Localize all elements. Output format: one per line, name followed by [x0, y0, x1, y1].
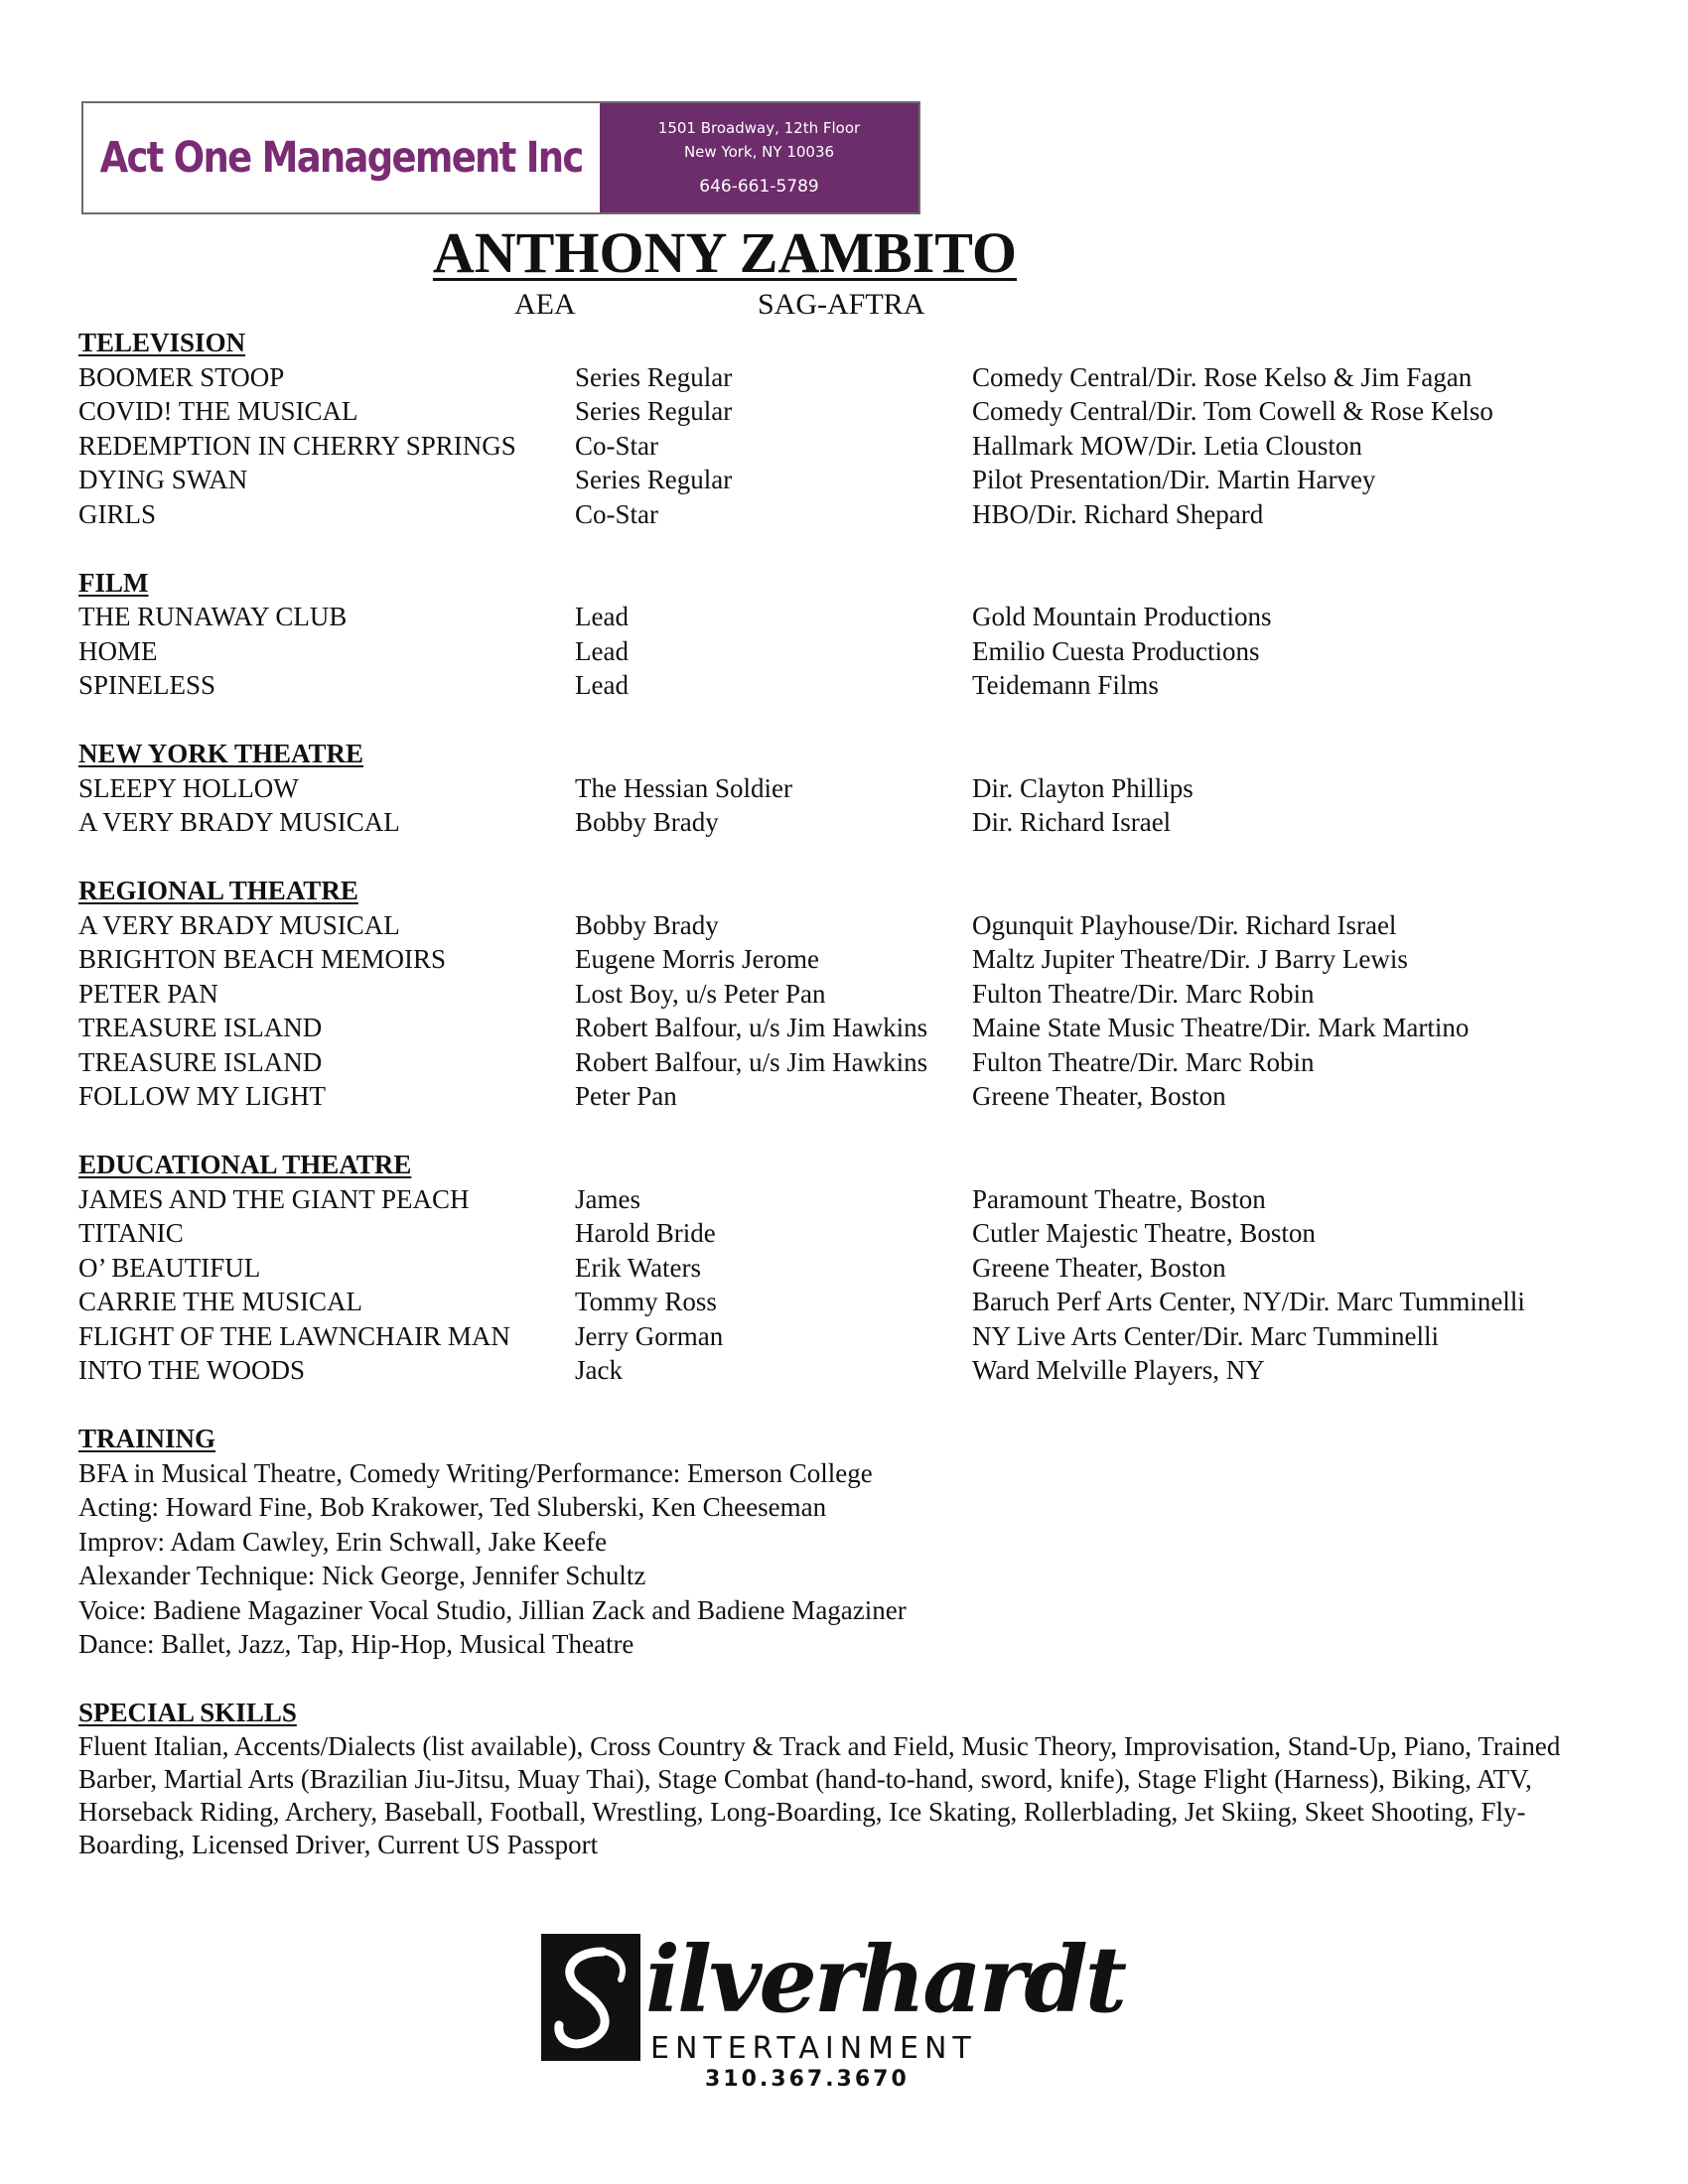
section-regional-theatre [78, 874, 1647, 1114]
credit-venue: Cutler Majestic Theatre, Boston [972, 1218, 1316, 1248]
credit-title: HOME [78, 635, 158, 666]
credit-venue: Emilio Cuesta Productions [972, 635, 1260, 666]
actor-name: ANTHONY ZAMBITO [432, 220, 1018, 285]
credit-venue: Greene Theater, Boston [972, 1252, 1226, 1283]
special-skills-text: Fluent Italian, Accents/Dialects (list available), Cross Country & Track and Field, Music Theory, Improvisation, Stand-Up, Piano, Trained Barber, Martial Arts (Brazilian Jiu-Jitsu, Muay Thai), Stage Combat (hand-to-hand, sword, knife), Stage Flight (Harness), Biking, ATV, Horseback Riding, Archery, Baseball, Football, Wrestling, Long-Boarding, Ice Skating, Rollerblading, Jet Skiing, Skeet Shooting, Fly-Boarding, Licensed Driver, Current US Passport [78, 1730, 1561, 1859]
section-educational-theatre [78, 1148, 1647, 1388]
silverhardt-logo [541, 1926, 1125, 2093]
credit-row [78, 634, 1647, 669]
section-spacer [78, 1114, 1647, 1149]
section-title: SPECIAL SKILLS [78, 1698, 297, 1727]
credit-title: SPINELESS [78, 670, 216, 700]
credit-role: Jack [575, 1355, 623, 1385]
credit-title: BRIGHTON BEACH MEMOIRS [78, 944, 447, 974]
credit-row [78, 771, 1647, 806]
credit-venue: Teidemann Films [972, 670, 1159, 700]
agency-logo: Act One Management Inc [99, 133, 584, 183]
section-title: FILM [78, 567, 149, 598]
credit-role: Lead [575, 635, 629, 666]
credit-title: TREASURE ISLAND [78, 1013, 323, 1042]
credit-row [78, 1045, 1647, 1080]
credit-title: A VERY BRADY MUSICAL [78, 807, 400, 837]
credit-row [78, 600, 1647, 634]
agency-banner [81, 101, 920, 214]
union-sag-aftra: SAG-AFTRA [758, 288, 925, 321]
section-spacer [78, 840, 1647, 875]
resume-content [78, 326, 1647, 1861]
credit-row [78, 1079, 1647, 1114]
credit-title: TREASURE ISLAND [78, 1046, 323, 1077]
credit-role: Co-Star [575, 430, 658, 461]
credit-venue: Maltz Jupiter Theatre/Dir. J Barry Lewis [972, 944, 1408, 974]
credit-row [78, 1182, 1647, 1217]
credit-title: INTO THE WOODS [78, 1355, 305, 1385]
agency-logo-panel [83, 103, 600, 212]
credit-venue: Baruch Perf Arts Center, NY/Dir. Marc Tumminelli [972, 1287, 1525, 1316]
section-title: EDUCATIONAL THEATRE [78, 1150, 412, 1179]
credit-venue: Fulton Theatre/Dir. Marc Robin [972, 978, 1315, 1009]
training-line: Improv: Adam Cawley, Erin Schwall, Jake Keefe [78, 1526, 608, 1557]
credit-title: GIRLS [78, 498, 157, 529]
training-line: Dance: Ballet, Jazz, Tap, Hip-Hop, Musical Theatre [78, 1629, 634, 1659]
credit-title: COVID! THE MUSICAL [78, 396, 358, 426]
section-spacer [78, 703, 1647, 738]
credit-row [78, 908, 1647, 943]
section-new-york-theatre [78, 737, 1647, 840]
credit-role: Bobby Brady [575, 909, 719, 940]
credit-title: JAMES AND THE GIANT PEACH [78, 1183, 470, 1214]
credit-venue: Ward Melville Players, NY [972, 1355, 1265, 1385]
credit-role: Lost Boy, u/s Peter Pan [575, 978, 826, 1009]
training-line: Voice: Badiene Magaziner Vocal Studio, Jillian Zack and Badiene Magaziner [78, 1594, 907, 1625]
credit-venue: Dir. Richard Israel [972, 807, 1172, 837]
credit-venue: NY Live Arts Center/Dir. Marc Tumminelli [972, 1320, 1439, 1351]
agency-address-line2: New York, NY 10036 [683, 143, 835, 161]
section-title: TELEVISION [78, 328, 246, 357]
credit-role: Lead [575, 670, 629, 700]
credit-venue: Hallmark MOW/Dir. Letia Clouston [972, 430, 1362, 461]
credit-role: James [575, 1183, 640, 1214]
silverhardt-phone: 310.367.3670 [705, 2067, 910, 2092]
section-title: NEW YORK THEATRE [78, 739, 364, 768]
section-television [78, 326, 1647, 531]
credit-role: Co-Star [575, 498, 658, 529]
credit-venue: HBO/Dir. Richard Shepard [972, 498, 1264, 529]
credit-row [78, 394, 1647, 429]
section-spacer [78, 1662, 1647, 1697]
credit-role: The Hessian Soldier [575, 772, 792, 803]
section-training [78, 1422, 1647, 1662]
credit-venue: Pilot Presentation/Dir. Martin Harvey [972, 465, 1376, 494]
credit-row [78, 1251, 1647, 1286]
training-line: Alexander Technique: Nick George, Jennifer Schultz [78, 1561, 646, 1590]
credit-title: PETER PAN [78, 978, 218, 1009]
credit-role: Erik Waters [575, 1252, 702, 1283]
silverhardt-subtitle: ENTERTAINMENT [650, 2031, 977, 2066]
credit-title: REDEMPTION IN CHERRY SPRINGS [78, 430, 516, 461]
credit-row [78, 463, 1647, 497]
credit-title: FLIGHT OF THE LAWNCHAIR MAN [78, 1320, 510, 1351]
union-aea: AEA [514, 288, 576, 321]
credit-role: Robert Balfour, u/s Jim Hawkins [575, 1013, 928, 1042]
credit-venue: Paramount Theatre, Boston [972, 1183, 1266, 1214]
credit-row [78, 942, 1647, 977]
agency-contact-panel [600, 103, 918, 212]
silverhardt-wordmark: ilverhardt [645, 1926, 1125, 2033]
credit-row [78, 977, 1647, 1012]
credit-role: Series Regular [575, 396, 733, 426]
credit-row [78, 1353, 1647, 1388]
credit-title: CARRIE THE MUSICAL [78, 1287, 363, 1316]
credit-row [78, 668, 1647, 703]
training-line: Acting: Howard Fine, Bob Krakower, Ted Sluberski, Ken Cheeseman [78, 1492, 827, 1522]
section-film [78, 566, 1647, 703]
credit-role: Bobby Brady [575, 807, 719, 837]
credit-role: Eugene Morris Jerome [575, 944, 819, 974]
agency-address-line1: 1501 Broadway, 12th Floor [657, 119, 861, 137]
credit-role: Harold Bride [575, 1218, 716, 1248]
credit-row [78, 1285, 1647, 1319]
credit-role: Series Regular [575, 465, 733, 494]
credit-venue: Comedy Central/Dir. Rose Kelso & Jim Fagan [972, 361, 1473, 392]
credit-row [78, 1216, 1647, 1251]
credit-venue: Fulton Theatre/Dir. Marc Robin [972, 1046, 1315, 1077]
credit-venue: Gold Mountain Productions [972, 602, 1272, 631]
credit-venue: Dir. Clayton Phillips [972, 772, 1194, 803]
credit-row [78, 805, 1647, 840]
credit-role: Series Regular [575, 361, 733, 392]
credit-title: SLEEPY HOLLOW [78, 772, 299, 803]
credit-row [78, 1011, 1647, 1045]
credit-title: BOOMER STOOP [78, 361, 285, 392]
section-title: TRAINING [78, 1424, 216, 1453]
credit-row [78, 429, 1647, 464]
credit-venue: Maine State Music Theatre/Dir. Mark Martino [972, 1013, 1470, 1042]
credit-title: THE RUNAWAY CLUB [78, 602, 348, 631]
training-line: BFA in Musical Theatre, Comedy Writing/Performance: Emerson College [78, 1457, 873, 1488]
credit-venue: Ogunquit Playhouse/Dir. Richard Israel [972, 909, 1397, 940]
credit-venue: Comedy Central/Dir. Tom Cowell & Rose Kelso [972, 396, 1493, 426]
credit-role: Peter Pan [575, 1081, 677, 1111]
credit-role: Jerry Gorman [575, 1320, 724, 1351]
credit-row [78, 1319, 1647, 1354]
credit-title: DYING SWAN [78, 465, 248, 494]
silverhardt-s-mark-icon [541, 1934, 640, 2061]
credit-venue: Greene Theater, Boston [972, 1081, 1226, 1111]
credit-role: Lead [575, 602, 629, 631]
credit-role: Robert Balfour, u/s Jim Hawkins [575, 1046, 928, 1077]
credit-title: O’ BEAUTIFUL [78, 1252, 261, 1283]
credit-row [78, 497, 1647, 532]
section-spacer [78, 531, 1647, 566]
section-spacer [78, 1388, 1647, 1423]
credit-role: Tommy Ross [575, 1287, 717, 1316]
credit-title: TITANIC [78, 1218, 184, 1248]
credit-title: A VERY BRADY MUSICAL [78, 909, 400, 940]
credit-title: FOLLOW MY LIGHT [78, 1081, 326, 1111]
section-special-skills [78, 1696, 1647, 1861]
credit-row [78, 360, 1647, 395]
section-title: REGIONAL THEATRE [78, 876, 358, 905]
agency-phone: 646-661-5789 [699, 177, 819, 197]
